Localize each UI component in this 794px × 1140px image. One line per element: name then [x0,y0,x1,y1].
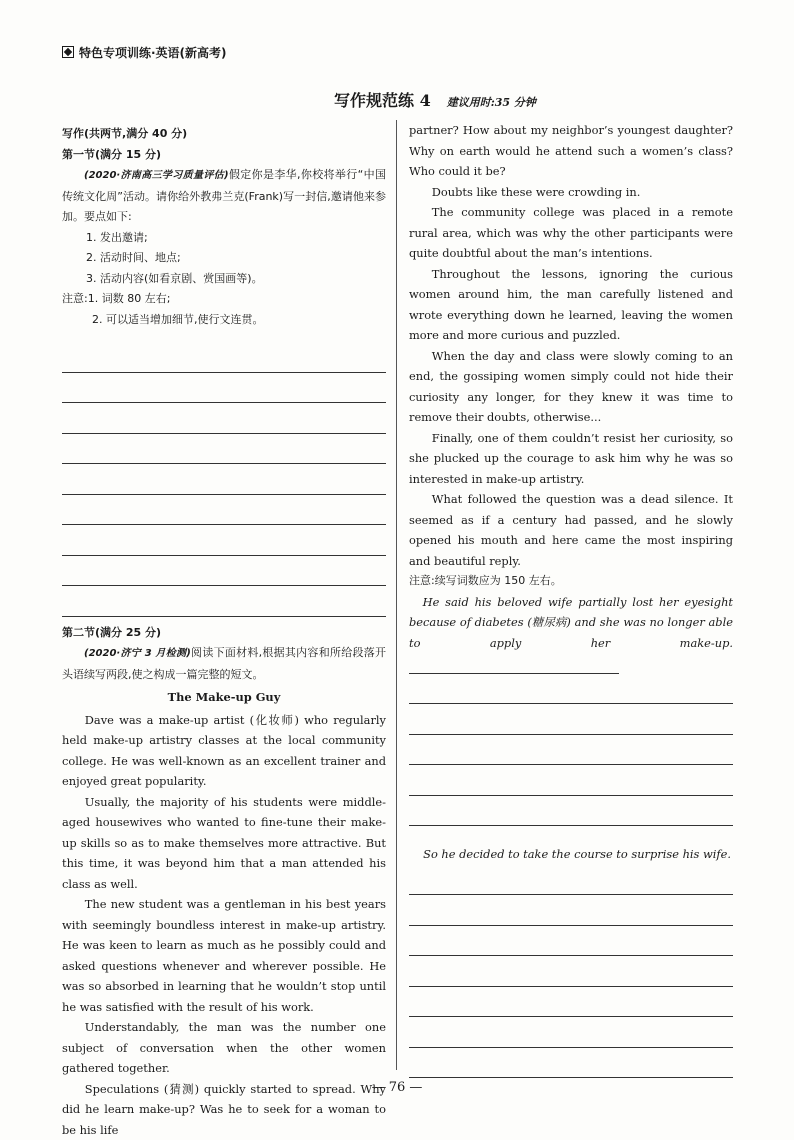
story-paragraph: The new student was a gentleman in his best years with seemingly boundless interest in make-up artistry. He was keen to learn as much as he possibly could and asked questions whenever and wherever possible. He was so absorbed in learning that he wouldn’t stop until he was satisfied with the result of his work. [62,894,386,1017]
answer-line[interactable] [62,434,386,465]
story-paragraph: Usually, the majority of his students were middle-aged housewives who wanted to fine-tune their make-up skills so as to make themselves more attractive. But this time, it was beyond him that a man attended his class as well. [62,792,386,895]
answer-line[interactable] [409,796,733,827]
writing-section-title: 写作(共两节,满分 40 分) [62,124,386,145]
story-paragraph: Speculations (猜测) quickly started to spread. Why did he learn make-up? Was he to seek for a woman to be his life [62,1079,386,1140]
answer-line[interactable] [409,865,733,896]
story-paragraph: Doubts like these were crowding in. [409,182,733,203]
answer-line[interactable] [409,956,733,987]
answer-line[interactable] [409,704,733,735]
page-title-block [334,88,536,111]
section1-item: 1. 发出邀请; [62,228,386,249]
story-paragraph: When the day and class were slowly coming to an end, the gossiping women simply could not hide their curiosity any longer, for they knew it was time to remove their doubts, otherwise... [409,346,733,428]
answer-line[interactable] [409,674,733,705]
answer-line[interactable] [62,525,386,556]
answer-line[interactable] [409,987,733,1018]
lead-1-text: He said his beloved wife partially lost her eyesight because of diabetes (糖尿病) and she was no longer able to apply her make-up. [409,595,733,650]
paragraph-lead-1 [409,592,733,674]
section1-source: (2020·济南高三学习质量评估) [84,170,229,181]
page-title: 写作规范练 4 [334,91,431,110]
answer-line[interactable] [62,586,386,617]
answer-line-inline[interactable] [409,672,619,674]
section2-source: (2020·济宁 3 月检测) [84,648,191,659]
answer-line[interactable] [62,464,386,495]
section1-item: 3. 活动内容(如看京剧、赏国画等)。 [62,269,386,290]
answer-line[interactable] [409,895,733,926]
answer-line[interactable] [409,1048,733,1079]
suggested-time: 建议用时:35 分钟 [447,96,536,109]
answer-line[interactable] [62,342,386,373]
story-paragraph: Throughout the lessons, ignoring the curious women around him, the man carefully listened and wrote everything down he learned, leaving the women more and more curious and puzzled. [409,264,733,346]
section1-note: 注意:1. 词数 80 左右; [62,289,386,310]
section1-prompt [62,165,386,228]
story-continuation: partner? How about my neighbor’s youngest daughter? Why on earth would he attend such a women’s class? Who could it be? [409,120,733,182]
section1-item: 2. 活动时间、地点; [62,248,386,269]
answer-line[interactable] [409,765,733,796]
answer-line[interactable] [62,373,386,404]
story-paragraph: The community college was placed in a remote rural area, which was why the other participants were quite doubtful about the man’s intentions. [409,202,733,264]
section1-answer-lines[interactable] [62,342,386,617]
answer-line[interactable] [62,403,386,434]
section2-prompt [62,643,386,685]
answer-line[interactable] [409,735,733,766]
section1-prompt-text: 假定你是李华,你校将举行“中国传统文化周”活动。请你给外教弗兰克(Frank)写一封信,邀请他来参加。要点如下: [62,168,386,223]
section1-note: 2. 可以适当增加细节,使行文连贯。 [62,310,386,331]
column-divider [396,120,397,1070]
answer-line[interactable] [409,1017,733,1048]
series-title: 特色专项训练·英语(新高考) [79,46,227,60]
series-header [62,44,227,61]
paragraph2-answer-lines[interactable] [409,865,733,1079]
continuation-note: 注意:续写词数应为 150 左右。 [409,571,733,592]
answer-line[interactable] [62,556,386,587]
story-paragraph: Understandably, the man was the number one subject of conversation when the other women gathered together. [62,1017,386,1079]
right-column [409,120,733,1078]
section1-title: 第一节(满分 15 分) [62,145,386,166]
story-paragraph: Dave was a make-up artist (化妆师) who regularly held make-up artistry classes at the local community college. He was well-known as an excellent trainer and enjoyed great popularity. [62,710,386,792]
section2-title: 第二节(满分 25 分) [62,623,386,644]
story-paragraph: Finally, one of them couldn’t resist her curiosity, so she plucked up the courage to ask him why he was so interested in make-up artistry. [409,428,733,490]
answer-line[interactable] [62,495,386,526]
story-title: The Make-up Guy [62,687,386,708]
story-paragraph: What followed the question was a dead silence. It seemed as if a century had passed, and he slowly opened his mouth and here came the most inspiring and beautiful reply. [409,489,733,571]
paragraph1-answer-lines[interactable] [409,674,733,827]
series-logo-icon [62,46,74,58]
answer-line[interactable] [409,926,733,957]
paragraph-lead-2: So he decided to take the course to surprise his wife. [409,844,733,865]
left-column [62,124,386,1140]
section2-prompt-text: 阅读下面材料,根据其内容和所给段落开头语续写两段,使之构成一篇完整的短文。 [62,646,386,681]
page-number: — 76 — [0,1080,794,1095]
